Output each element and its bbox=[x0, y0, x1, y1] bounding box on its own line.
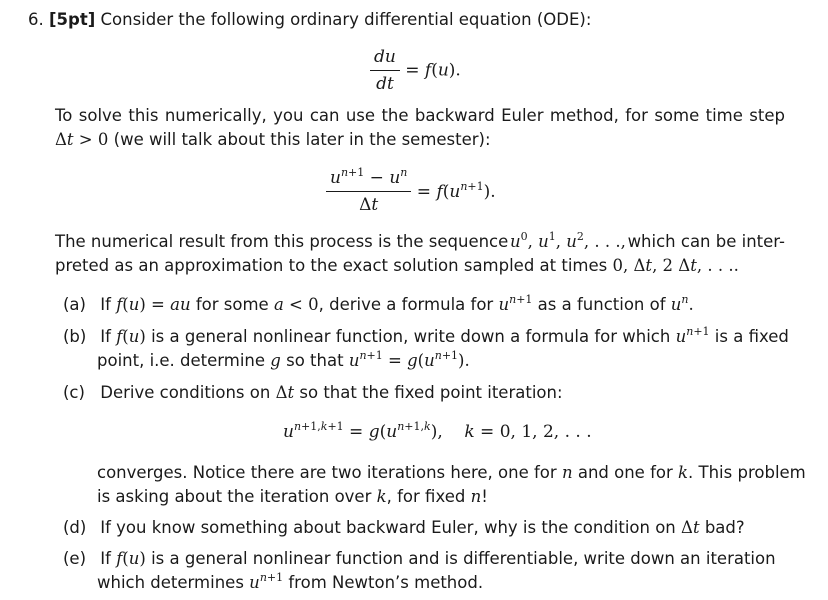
paragraph-backward-euler bbox=[55, 104, 785, 152]
fixed-point-iteration-equation: $u^{n+1,k+1} = g(u^{n+1,k})$, k = 0, 1, 2, . . . bbox=[283, 420, 592, 442]
part-b: (b) If f(u) is a general nonlinear function, write down a formula for which $u^{n+1}$ is a fixed bbox=[63, 325, 789, 349]
sequence-line-2: preted as an approximation to the exact solution sampled at times 0, Δt, 2 Δt, . . .. bbox=[55, 256, 739, 275]
part-e-line-2: which determines $u^{n+1}$ from Newton’s method. bbox=[97, 571, 484, 592]
part-c-line-3: converges. Notice there are two iterations here, one for n and one for k. This problem bbox=[97, 463, 806, 482]
paragraph-sequence bbox=[55, 230, 785, 278]
part-d-label: (d) bbox=[63, 518, 87, 537]
part-a-label: (a) bbox=[63, 295, 86, 314]
part-e-label: (e) bbox=[63, 549, 87, 568]
part-c-label: (c) bbox=[63, 383, 85, 402]
part-a: (a) If f(u) = au for some a < 0, derive a formula for $u^{n+1}$ as a function of $u^n$. bbox=[63, 293, 694, 317]
problem-intro: Consider the following ordinary differential equation (ODE): bbox=[100, 10, 592, 29]
part-c: (c) Derive conditions on Δt so that the fixed point iteration: bbox=[63, 381, 563, 405]
paragraph-line-1: To solve this numerically, you can use the backward Euler method, for some time step bbox=[55, 106, 785, 125]
paragraph-line-2: Δt > 0 (we will talk about this later in the semester): bbox=[55, 130, 491, 149]
part-c-line-4: is asking about the iteration over k, for fixed n! bbox=[97, 487, 488, 506]
problem-points: [5pt] bbox=[49, 10, 96, 29]
part-d: (d) If you know something about backward Euler, why is the condition on Δt bad? bbox=[63, 516, 745, 540]
problem-number: 6. bbox=[28, 10, 44, 29]
ode-equation: $\frac{du}{dt}$ = f(u). bbox=[370, 47, 461, 94]
part-b-line-2: point, i.e. determine g so that $u^{n+1} = g(u^{n+1})$. bbox=[97, 349, 470, 370]
sequence-line-1: The numerical result from this process is the sequence $u^0$, $u^1$, $u^2$, . . ., which can be inter- bbox=[55, 230, 785, 251]
backward-euler-equation: $\frac{u^{n+1} - u^n}{\Delta t}$ = $f(u^{n+1})$. bbox=[326, 168, 496, 215]
problem-header bbox=[28, 8, 591, 32]
part-b-label: (b) bbox=[63, 327, 87, 346]
part-e: (e) If f(u) is a general nonlinear function and is differentiable, write down an iteration bbox=[63, 547, 776, 571]
